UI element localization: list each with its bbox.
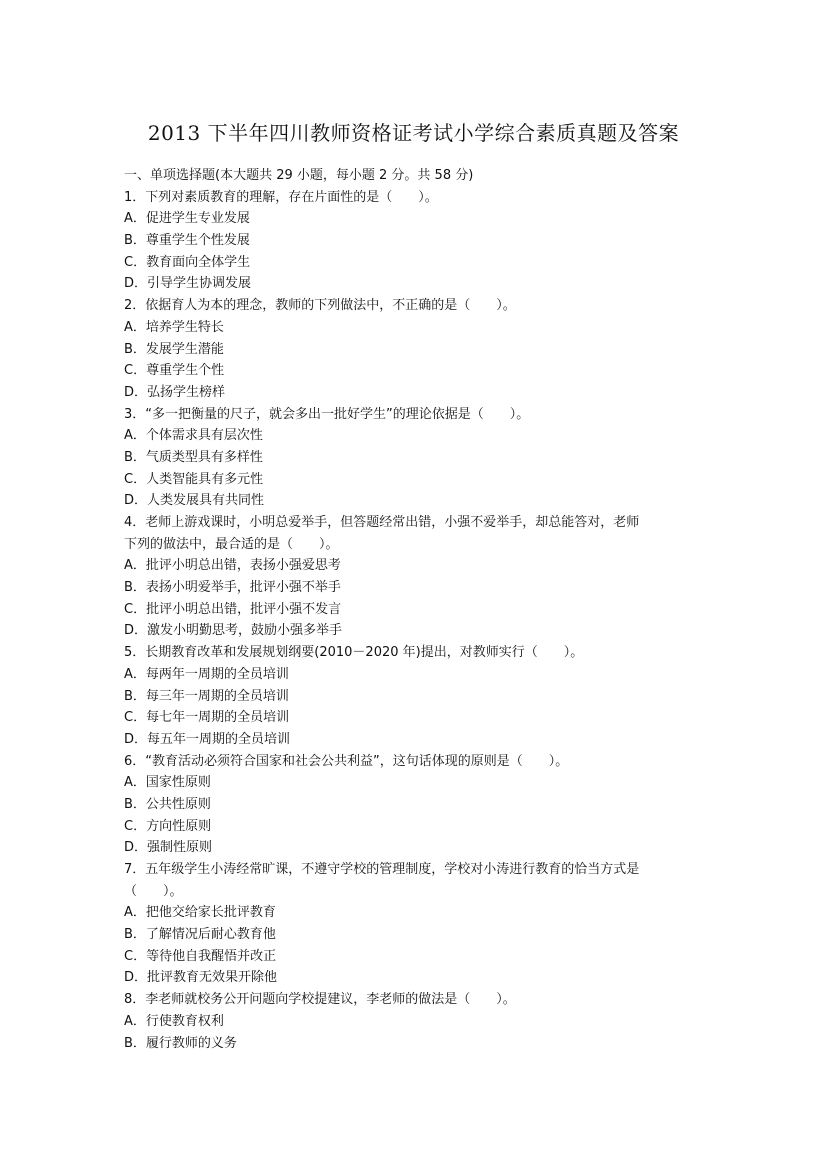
- question-5-option-c: C．每七年一周期的全员培训: [124, 710, 290, 726]
- question-6-stem: 6．“教育活动必须符合国家和社会公共利益”，这句话体现的原则是（ ）。: [124, 753, 569, 769]
- question-1-option-c: C．教育面向全体学生: [124, 254, 251, 270]
- question-3-option-a: A．个体需求具有层次性: [124, 428, 263, 444]
- question-2-option-a: A．培养学生特长: [124, 319, 224, 335]
- question-6-option-b: B．公共性原则: [124, 796, 211, 812]
- question-4-option-d: D．激发小明勤思考，鼓励小强多举手: [124, 623, 343, 639]
- question-7-stem: 7．五年级学生小涛经常旷课，不遵守学校的管理制度，学校对小涛进行教育的恰当方式是: [124, 862, 640, 877]
- question-7-option-b: B．了解情况后耐心教育他: [124, 927, 276, 943]
- question-3-option-c: C．人类智能具有多元性: [124, 471, 264, 487]
- question-list: [124, 165, 714, 1054]
- question-1-option-d: D．引导学生协调发展: [124, 276, 252, 292]
- question-6-option-c: C．方向性原则: [124, 818, 212, 834]
- question-3-stem: 3．“多一把衡量的尺子，就会多出一批好学生”的理论依据是（ ）。: [124, 406, 530, 422]
- question-5-option-a: A．每两年一周期的全员培训: [124, 666, 289, 682]
- question-1-option-a: A．促进学生专业发展: [124, 211, 250, 227]
- page-title: 2013 下半年四川教师资格证考试小学综合素质真题及答案: [147, 121, 680, 145]
- question-8-stem: 8．李老师就校务公开问题向学校提建议，李老师的做法是（ ）。: [124, 992, 516, 1008]
- question-4-option-a: A．批评小明总出错，表扬小强爱思考: [124, 558, 341, 574]
- question-7-option-d: D．批评教育无效果开除他: [124, 970, 278, 986]
- question-2-option-c: C．尊重学生个性: [124, 363, 225, 379]
- question-4-stem-continued: 下列的做法中，最合适的是（ ）。: [124, 536, 339, 552]
- question-6-option-d: D．强制性原则: [124, 840, 213, 856]
- question-5-option-b: B．每三年一周期的全员培训: [124, 688, 289, 704]
- question-7-stem-continued: （ ）。: [124, 883, 183, 899]
- question-2-option-b: B．发展学生潜能: [124, 341, 224, 357]
- question-8-option-b: B．履行教师的义务: [124, 1035, 237, 1051]
- question-3-option-b: B．气质类型具有多样性: [124, 449, 263, 465]
- question-6-option-a: A．国家性原则: [124, 775, 211, 791]
- question-1-stem: 1．下列对素质教育的理解，存在片面性的是（ ）。: [124, 189, 438, 205]
- question-2-option-d: D．弘扬学生榜样: [124, 384, 226, 400]
- question-5-option-d: D．每五年一周期的全员培训: [124, 731, 291, 747]
- question-2-stem: 2．依据育人为本的理念，教师的下列做法中，不正确的是（ ）。: [124, 298, 516, 314]
- question-4-option-c: C．批评小明总出错，批评小强不发言: [124, 601, 342, 617]
- question-3-option-d: D．人类发展具有共同性: [124, 493, 265, 509]
- question-4-stem: 4．老师上游戏课时，小明总爱举手，但答题经常出错，小强不爱举手，却总能答对，老师: [124, 515, 640, 530]
- question-5-stem: 5．长期教育改革和发展规划纲要(2010－2020 年)提出，对教师实行（ ）。: [124, 645, 584, 661]
- question-8-option-a: A．行使教育权利: [124, 1013, 224, 1029]
- question-4-option-b: B．表扬小明爱举手，批评小强不举手: [124, 580, 341, 596]
- question-7-option-a: A．把他交给家长批评教育: [124, 905, 276, 921]
- question-1-option-b: B．尊重学生个性发展: [124, 233, 250, 249]
- section-heading: 一、单项选择题(本大题共 29 小题，每小题 2 分。共 58 分): [124, 168, 474, 183]
- question-7-option-c: C．等待他自我醒悟并改正: [124, 948, 277, 964]
